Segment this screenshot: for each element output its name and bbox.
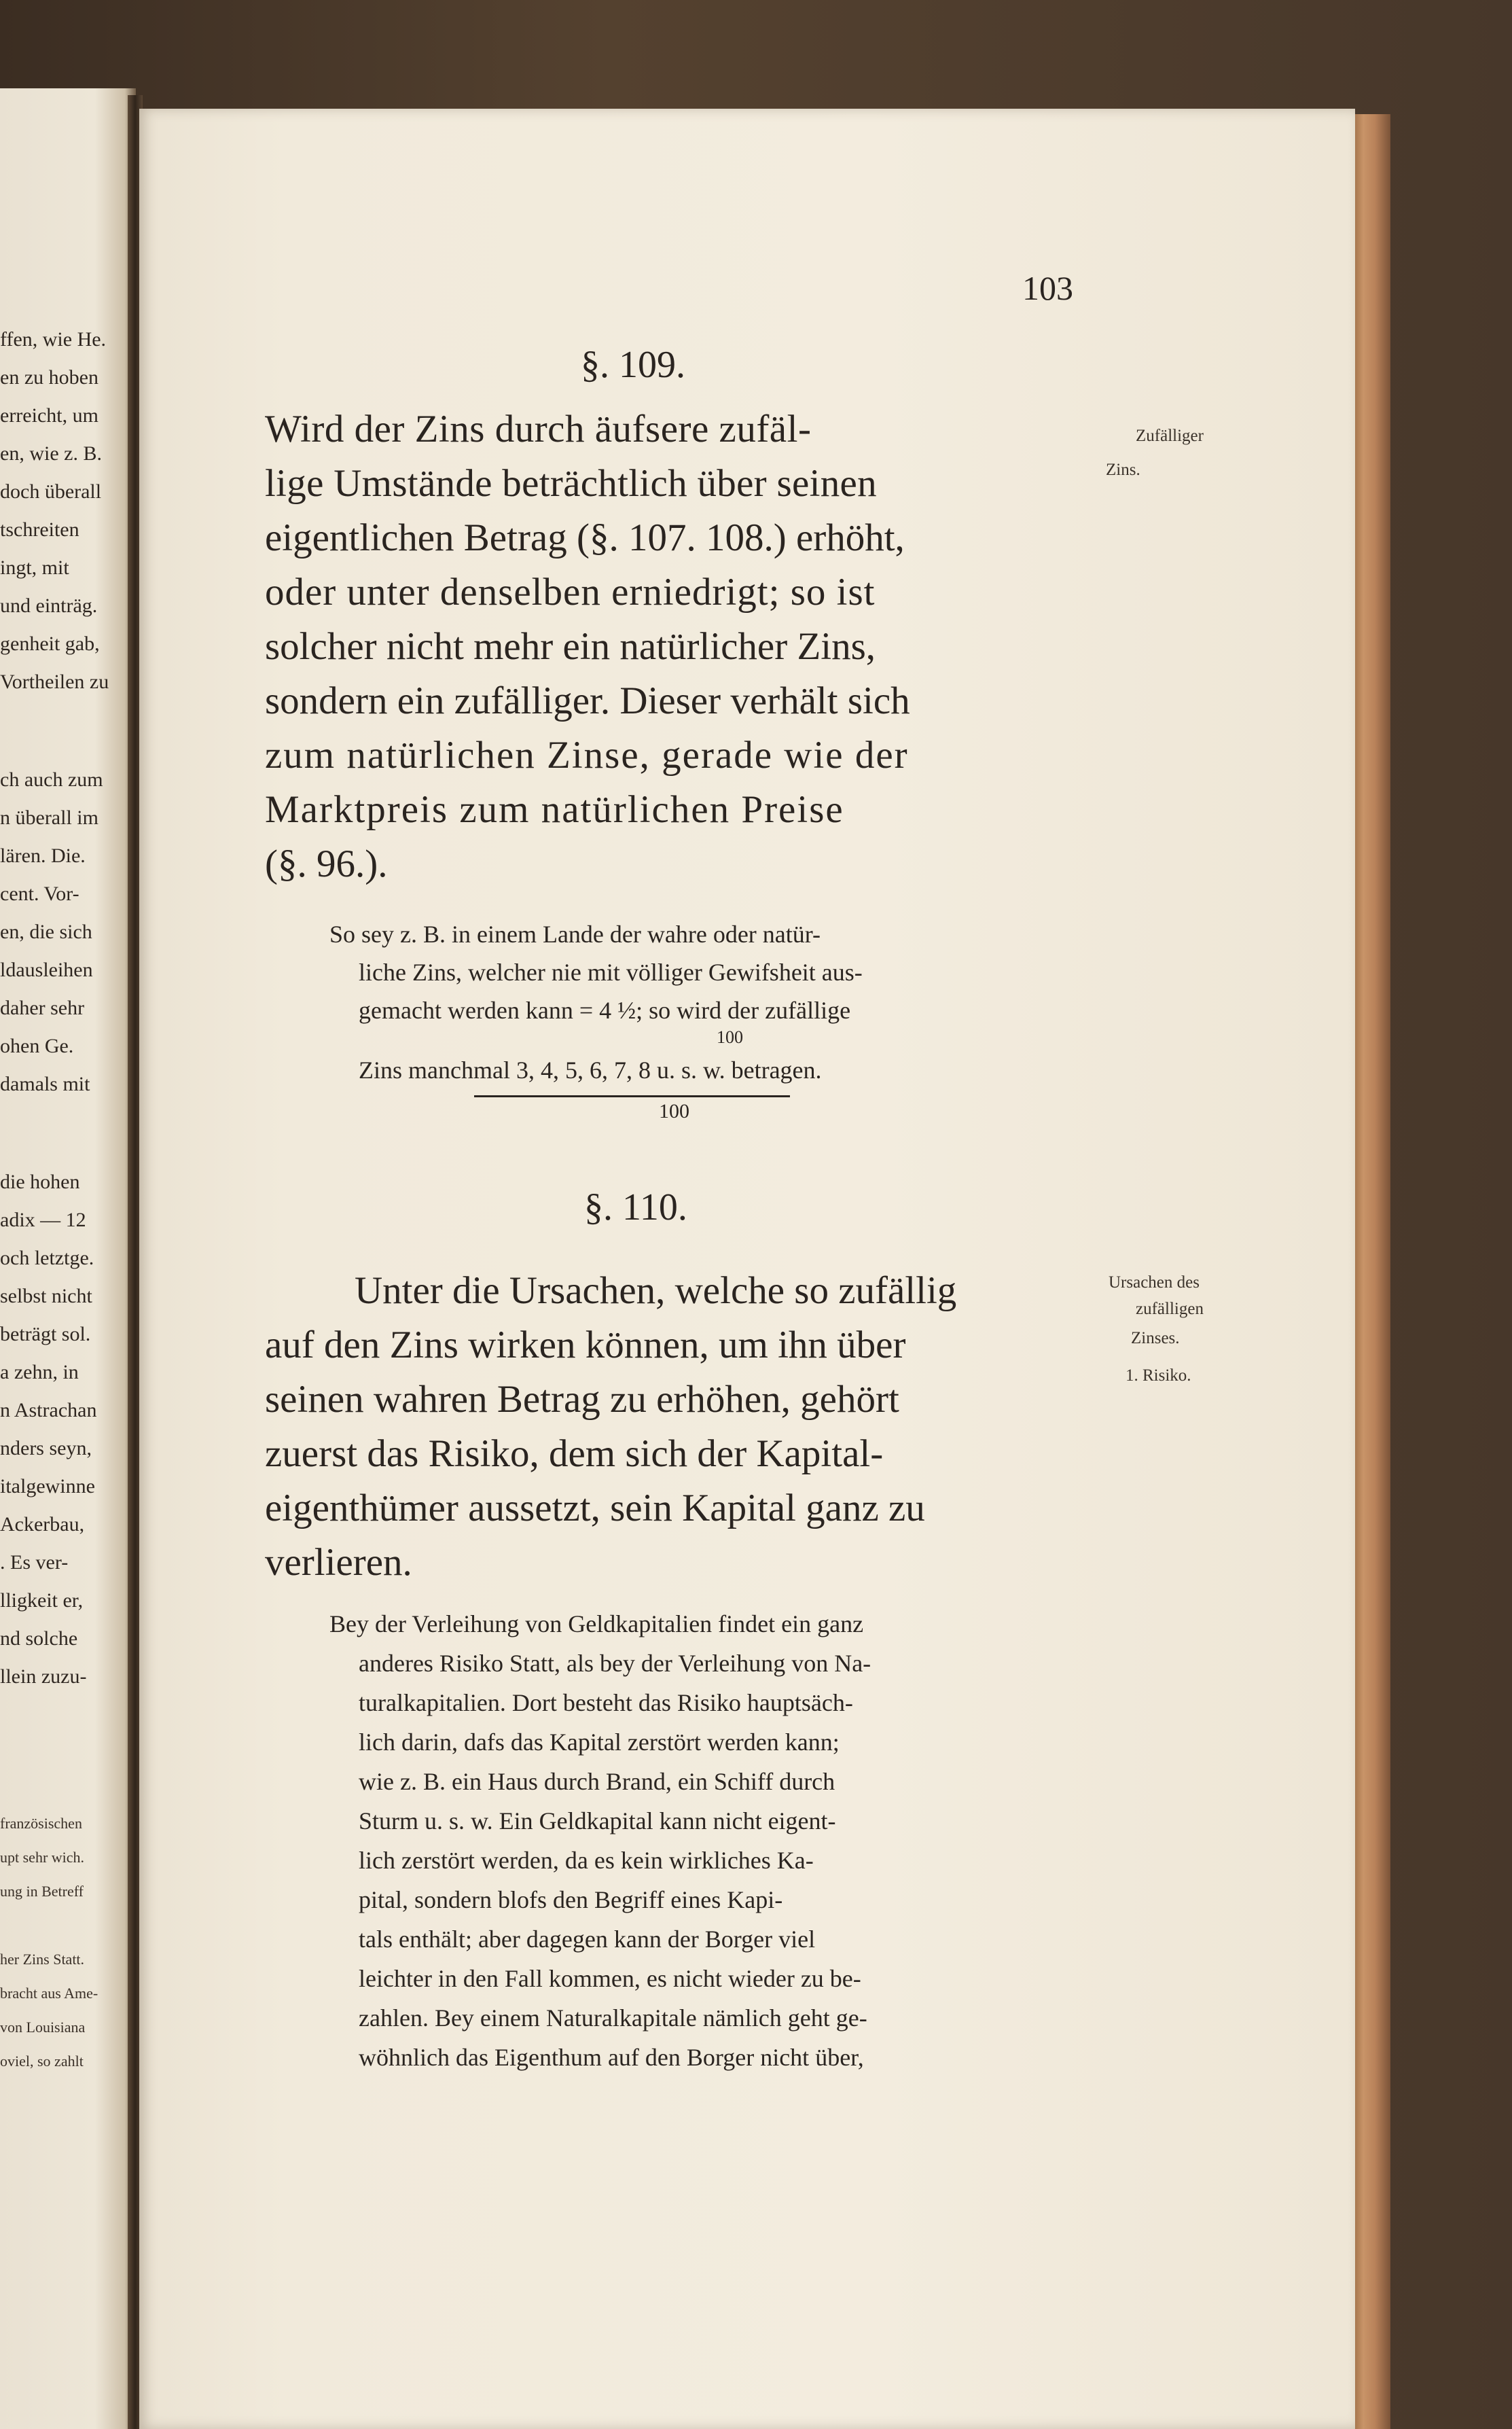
left-page-line: adix — 12 (0, 1209, 86, 1231)
section-109-line: Marktpreis zum natürlichen Preise (265, 788, 844, 831)
section-110-line: verlieren. (265, 1541, 412, 1584)
section-110-footnote-line: zahlen. Bey einem Naturalkapitale nämlich geht ge- (359, 2004, 867, 2032)
left-page-line: cent. Vor- (0, 883, 79, 905)
section-110-line: eigenthümer aussetzt, sein Kapital ganz zu (265, 1487, 925, 1529)
left-page-line: nders seyn, (0, 1437, 92, 1459)
left-page-line: en, wie z. B. (0, 442, 102, 465)
left-page-line: beträgt sol. (0, 1323, 91, 1345)
section-110-margin-note: Ursachen des (1109, 1273, 1200, 1292)
left-page-line: lären. Die. (0, 845, 86, 867)
section-109-line: (§. 96.). (265, 843, 388, 885)
left-page-line: italgewinne (0, 1475, 95, 1497)
section-109-line: eigentlichen Betrag (§. 107. 108.) erhöht, (265, 516, 905, 559)
left-page-note-line: upt sehr wich. (0, 1849, 85, 1866)
left-page-line: och letztge. (0, 1247, 94, 1269)
section-109-heading: §. 109. (581, 344, 685, 386)
section-110-margin-note: Zinses. (1131, 1329, 1180, 1347)
left-page-line: tschreiten (0, 518, 79, 541)
left-page-line: ohen Ge. (0, 1035, 74, 1057)
section-110-footnote-line: Bey der Verleihung von Geldkapitalien findet ein ganz (329, 1610, 864, 1637)
left-page-line: ingt, mit (0, 556, 69, 579)
section-110-margin-note: zufälligen (1136, 1300, 1204, 1318)
left-page-note-line: ung in Betreff (0, 1883, 84, 1900)
left-page-line: damals mit (0, 1073, 90, 1095)
left-page-line: daher sehr (0, 997, 85, 1019)
left-page-note-line: oviel, so zahlt (0, 2053, 84, 2070)
left-page-line: ldausleihen (0, 959, 93, 981)
left-page-line: ch auch zum (0, 768, 103, 791)
left-page-line: n überall im (0, 806, 98, 829)
left-page-line: n Astrachan (0, 1399, 97, 1421)
section-109-footnote-line: 100 (659, 1100, 689, 1122)
section-109-footnote-line: gemacht werden kann = 4 ½; so wird der zufällige (359, 997, 851, 1024)
left-page-line: lligkeit er, (0, 1589, 84, 1612)
section-110-footnote-line: lich zerstört werden, da es kein wirkliches Ka- (359, 1847, 814, 1874)
left-page-line: erreicht, um (0, 404, 98, 427)
page-number: 103 (1022, 269, 1073, 307)
section-110-heading: §. 110. (584, 1186, 687, 1228)
section-110-line: Unter die Ursachen, welche so zufällig (355, 1269, 957, 1312)
left-page-note-line: bracht aus Ame- (0, 1985, 98, 2002)
left-page-line: Ackerbau, (0, 1513, 85, 1536)
section-109-footnote-line: liche Zins, welcher nie mit völliger Gewifsheit aus- (359, 959, 863, 986)
section-110-footnote-line: wie z. B. ein Haus durch Brand, ein Schiff durch (359, 1768, 835, 1795)
section-110-margin-note: 1. Risiko. (1126, 1366, 1191, 1385)
left-page-line: und einträg. (0, 595, 98, 617)
section-110-line: zuerst das Risiko, dem sich der Kapital- (265, 1432, 884, 1475)
left-page-note-line: her Zins Statt. (0, 1951, 85, 1968)
left-page-line: en, die sich (0, 921, 92, 943)
left-page-line: nd solche (0, 1627, 78, 1650)
section-109-footnote-line: Zins manchmal 3, 4, 5, 6, 7, 8 u. s. w. betragen. (359, 1057, 822, 1084)
left-page-fragment (0, 88, 136, 2429)
left-page-line: Vortheilen zu (0, 671, 109, 693)
section-110-line: seinen wahren Betrag zu erhöhen, gehört (265, 1378, 899, 1421)
left-page-note-line: französischen (0, 1815, 82, 1832)
section-109-margin-note: Zins. (1106, 461, 1140, 479)
left-page-line: die hohen (0, 1171, 80, 1193)
section-109-line: sondern ein zufälliger. Dieser verhält sich (265, 679, 910, 722)
section-110-footnote-line: anderes Risiko Statt, als bey der Verleihung von Na- (359, 1650, 871, 1677)
left-page-line: llein zuzu- (0, 1665, 87, 1688)
left-page-line: ffen, wie He. (0, 328, 107, 351)
left-page-line: selbst nicht (0, 1285, 92, 1307)
section-110-footnote-line: tals enthält; aber dagegen kann der Borger viel (359, 1926, 816, 1953)
section-109-footnote-line: So sey z. B. in einem Lande der wahre oder natür- (329, 921, 821, 948)
section-109-footnote-line: 100 (717, 1027, 743, 1047)
section-110-line: auf den Zins wirken können, um ihn über (265, 1324, 906, 1366)
left-page-line: en zu hoben (0, 366, 98, 389)
section-109-line: solcher nicht mehr ein natürlicher Zins, (265, 625, 876, 668)
section-110-footnote-line: Sturm u. s. w. Ein Geldkapital kann nicht eigent- (359, 1807, 836, 1834)
section-109-line: Wird der Zins durch äufsere zufäl- (265, 408, 812, 450)
fraction-rule (474, 1095, 790, 1097)
left-page-line: doch überall (0, 480, 102, 503)
section-109-margin-note: Zufälliger (1136, 427, 1204, 445)
section-109-line: zum natürlichen Zinse, gerade wie der (265, 734, 909, 777)
left-page-line: . Es ver- (0, 1551, 69, 1574)
left-page-note-line: von Louisiana (0, 2019, 86, 2036)
left-page-line: a zehn, in (0, 1361, 79, 1383)
section-110-footnote-line: leichter in den Fall kommen, es nicht wieder zu be- (359, 1965, 861, 1992)
left-page-line: genheit gab, (0, 633, 100, 655)
section-110-footnote-line: wöhnlich das Eigenthum auf den Borger nicht über, (359, 2044, 864, 2071)
section-110-footnote-line: turalkapitalien. Dort besteht das Risiko hauptsäch- (359, 1689, 853, 1716)
section-109-line: lige Umstände beträchtlich über seinen (265, 462, 877, 505)
section-110-footnote-line: lich darin, dafs das Kapital zerstört werden kann; (359, 1728, 840, 1756)
section-109-line: oder unter denselben erniedrigt; so ist (265, 571, 876, 614)
section-110-footnote-line: pital, sondern blofs den Begriff eines Kapi- (359, 1886, 783, 1913)
